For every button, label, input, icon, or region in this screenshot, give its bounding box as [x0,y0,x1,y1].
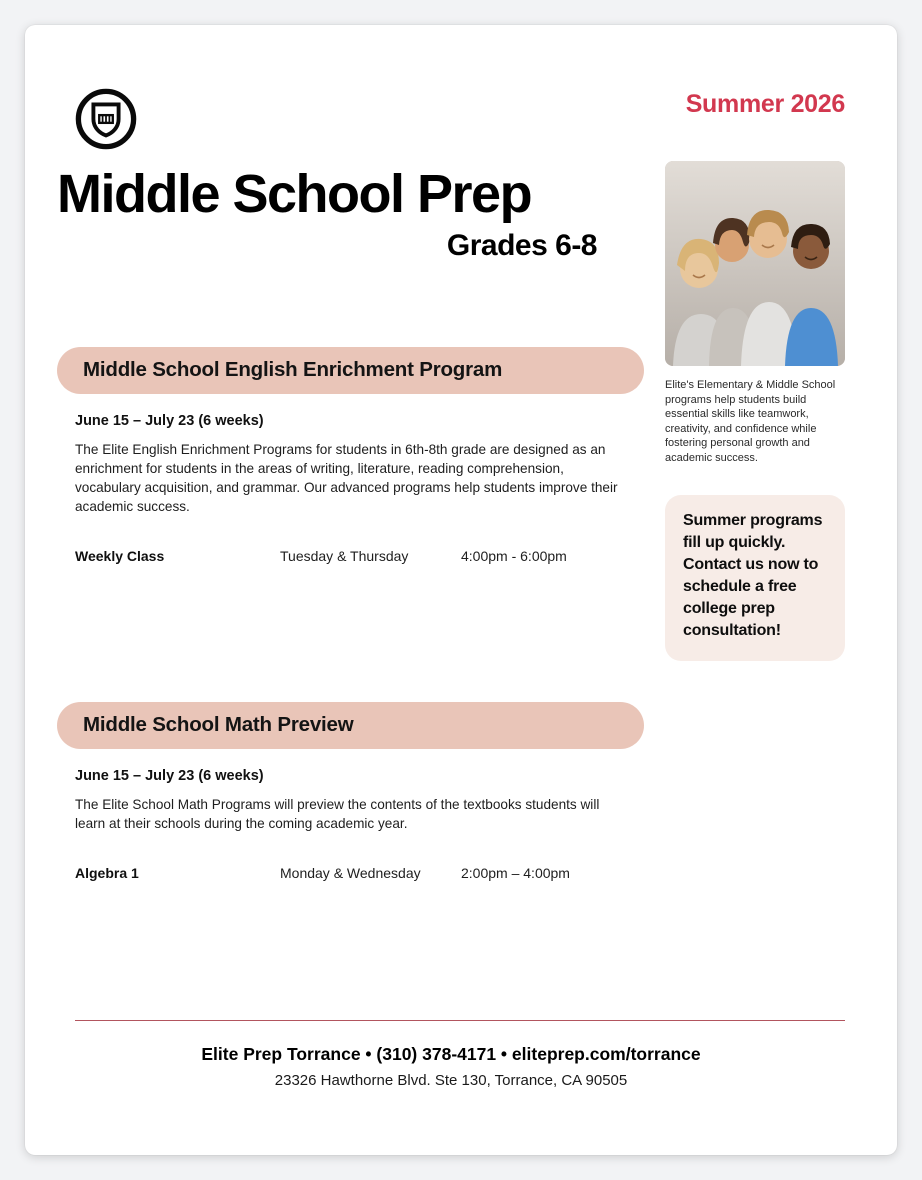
page-title: Middle School Prep [57,164,532,224]
edition-label: Summer 2026 [685,90,845,118]
footer-address-line: 23326 Hawthorne Blvd. Ste 130, Torrance, CA 90505 [274,1072,628,1089]
consultation-callout: Summer programs fill up quickly. Contact us now to schedule a free college prep consultation! [665,495,845,660]
content-row [57,88,845,1020]
schedule-row [75,865,638,881]
photo-caption: Elite's Elementary & Middle School programs help students build essential skills like teamwork, creativity, and confidence while fostering personal growth and academic success. [665,379,836,464]
schedule-days: Tuesday & Thursday [280,547,409,564]
schedule-class-name: Weekly Class [75,547,165,564]
schedule-time: 2:00pm – 4:00pm [461,864,570,881]
section-heading: Middle School English Enrichment Program [57,347,644,394]
section-math-preview [57,702,644,881]
flyer-page [25,25,897,1155]
main-column [57,88,644,1020]
footer-contact-line: Elite Prep Torrance • (310) 378-4171 • eliteprep.com/torrance [201,1044,701,1064]
section-description: The Elite School Math Programs will preview the contents of the textbooks students will learn at their schools during the coming academic year. [75,796,600,831]
schedule-time: 4:00pm - 6:00pm [461,547,567,564]
section-english-enrichment [57,347,644,564]
title-block [57,166,597,263]
footer [57,1020,845,1089]
elite-prep-crest-icon [75,88,644,150]
students-group-photo [665,161,845,366]
schedule-row [75,548,638,564]
section-dates: June 15 – July 23 (6 weeks) [75,767,264,784]
section-heading: Middle School Math Preview [57,702,644,749]
schedule-days: Monday & Wednesday [280,864,421,881]
section-description: The Elite English Enrichment Programs for students in 6th-8th grade are designed as an enrichment for students in the areas of writing, literature, reading comprehension, vocabulary acquisition, and grammar. Our advanced programs help students improve their academic success. [75,441,618,514]
page-subtitle: Grades 6-8 [446,228,597,262]
section-dates: June 15 – July 23 (6 weeks) [75,412,264,429]
footer-divider [75,1020,845,1021]
section-body [57,768,644,881]
section-body [57,413,644,564]
schedule-class-name: Algebra 1 [75,864,139,881]
sidebar-column [665,88,845,1020]
